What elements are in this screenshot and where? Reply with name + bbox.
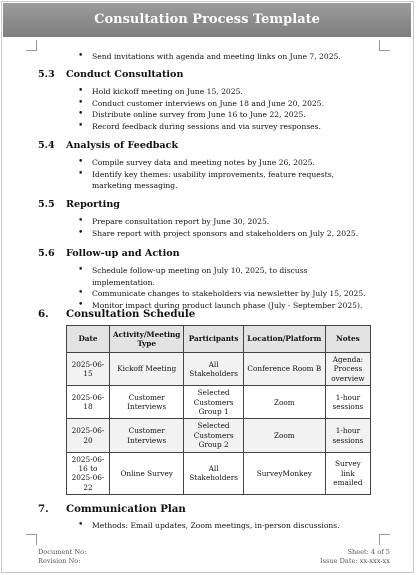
- section-number: 5.6: [38, 248, 55, 259]
- section-title: Consultation Schedule: [66, 308, 196, 320]
- corner-mark-top-left: [26, 40, 37, 51]
- list-item: • Prepare consultation report by June 30, 2025.: [78, 216, 368, 228]
- section-title: Analysis of Feedback: [66, 140, 179, 151]
- list-item: • Monitor impact during product launch phase (July - September 2025).: [78, 300, 368, 312]
- list-item: • Conduct customer interviews on June 18 and June 20, 2025.: [78, 98, 368, 110]
- table-cell: 2025-06-15: [67, 353, 110, 386]
- table-cell: Customer Interviews: [109, 419, 183, 452]
- table-cell: Survey link emailed: [325, 452, 370, 495]
- table-row: [67, 353, 371, 386]
- intro-bullet-list: [78, 51, 368, 63]
- footer-left: [38, 548, 86, 565]
- section-number: 7.: [38, 503, 49, 515]
- table-cell: 2025-06-20: [67, 419, 110, 452]
- section-5-5-bullets: [78, 216, 368, 239]
- corner-mark-bottom-left: [26, 534, 37, 545]
- column-header: Date: [67, 326, 110, 353]
- list-item: • Methods: Email updates, Zoom meetings, in-person discussions.: [78, 520, 368, 532]
- table-cell: 2025-06-16 to 2025-06-22: [67, 452, 110, 495]
- sheet-number: Sheet: 4 of 5: [347, 548, 390, 556]
- column-header: Notes: [325, 326, 370, 353]
- list-item: • Send invitations with agenda and meeting links on June 7, 2025.: [78, 51, 368, 63]
- table-header-row: [67, 326, 371, 353]
- section-title: Reporting: [66, 199, 120, 210]
- table-cell: All Stakeholders: [184, 353, 243, 386]
- table-cell: Selected Customers Group 1: [184, 386, 243, 419]
- section-number: 5.4: [38, 140, 55, 151]
- table-cell: Zoom: [243, 386, 325, 419]
- table-cell: All Stakeholders: [184, 452, 243, 495]
- list-item: • Share report with project sponsors and stakeholders on July 2, 2025.: [78, 228, 368, 240]
- table-row: [67, 386, 371, 419]
- section-5-4-bullets: [78, 157, 368, 192]
- table-cell: Conference Room B: [243, 353, 325, 386]
- section-7-bullets: [78, 520, 368, 532]
- table-cell: Selected Customers Group 2: [184, 419, 243, 452]
- document-title: Consultation Process Template: [3, 3, 411, 37]
- section-title: Follow-up and Action: [66, 248, 180, 259]
- table-cell: 2025-06-18: [67, 386, 110, 419]
- table-cell: Agenda: Process overview: [325, 353, 370, 386]
- section-title: Conduct Consultation: [66, 69, 184, 80]
- column-header: Location/Platform: [243, 326, 325, 353]
- section-5-3-bullets: [78, 86, 368, 132]
- section-number: 6.: [38, 308, 49, 320]
- list-item: • Distribute online survey from June 16 to June 22, 2025.: [78, 109, 368, 121]
- table-cell: Customer Interviews: [109, 386, 183, 419]
- corner-mark-bottom-right: [379, 534, 390, 545]
- list-item: • Compile survey data and meeting notes by June 26, 2025.: [78, 157, 368, 169]
- column-header: Activity/Meeting Type: [109, 326, 183, 353]
- consultation-schedule-table: [66, 325, 371, 495]
- table-cell: 1-hour sessions: [325, 419, 370, 452]
- table-row: [67, 452, 371, 495]
- corner-mark-top-right: [379, 40, 390, 51]
- table-cell: Zoom: [243, 419, 325, 452]
- revision-number-label: Revision No:: [38, 556, 81, 565]
- section-number: 5.3: [38, 69, 55, 80]
- table-cell: Online Survey: [109, 452, 183, 495]
- section-title: Communication Plan: [66, 503, 186, 515]
- section-number: 5.5: [38, 199, 55, 210]
- table-cell: SurveyMonkey: [243, 452, 325, 495]
- footer-right: [320, 548, 390, 565]
- list-item: • Identify key themes: usability improvements, feature requests, marketing messaging.: [78, 169, 368, 192]
- table-cell: 1-hour sessions: [325, 386, 370, 419]
- issue-date: Issue Date: xx-xxx-xx: [320, 556, 390, 565]
- list-item: • Communicate changes to stakeholders via newsletter by July 15, 2025.: [78, 288, 368, 300]
- table-cell: Kickoff Meeting: [109, 353, 183, 386]
- table-row: [67, 419, 371, 452]
- document-number-label: Document No:: [38, 548, 87, 556]
- section-5-6-bullets: [78, 265, 368, 311]
- list-item: • Schedule follow-up meeting on July 10, 2025, to discuss implementation.: [78, 265, 368, 288]
- list-item: • Record feedback during sessions and via survey responses.: [78, 121, 368, 133]
- column-header: Participants: [184, 326, 243, 353]
- list-item: • Hold kickoff meeting on June 15, 2025.: [78, 86, 368, 98]
